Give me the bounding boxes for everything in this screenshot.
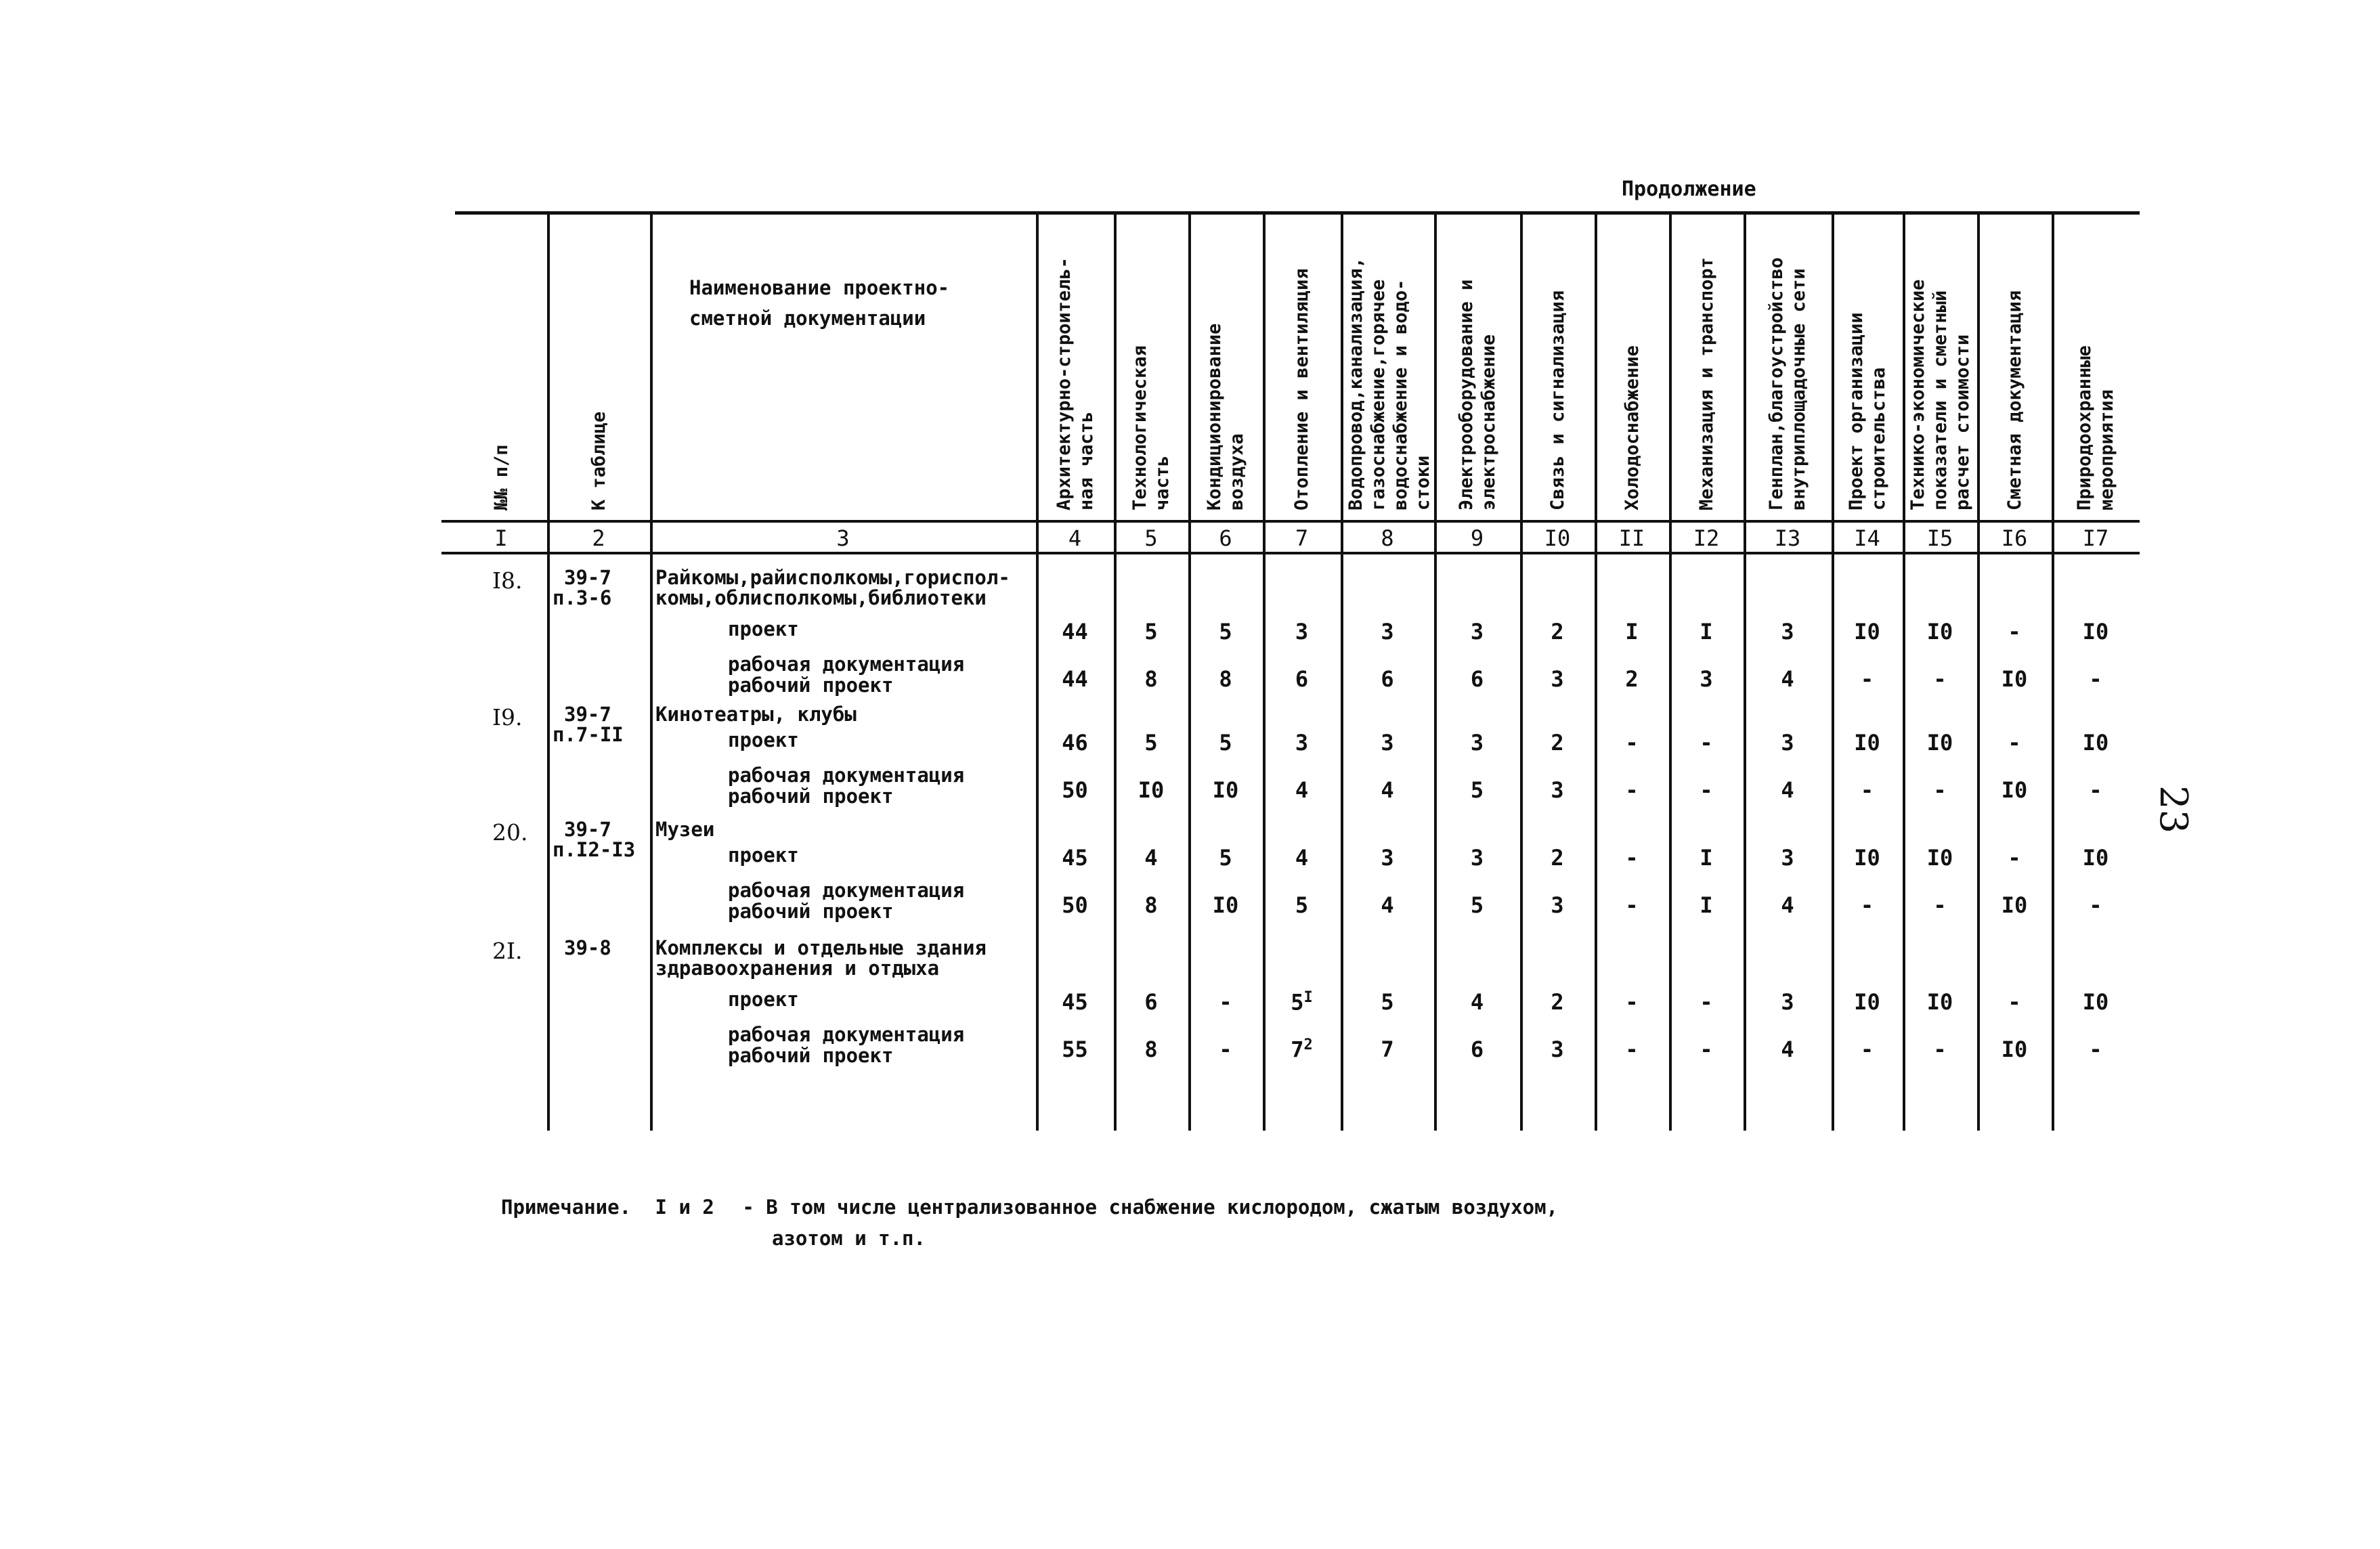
- table-cell: $7^2$: [1291, 1037, 1313, 1063]
- table-cell: 4: [1781, 1037, 1794, 1062]
- header-mechanization-line1: Механизация и транспорт: [1695, 257, 1717, 510]
- group-title-line2: комы,облисполкомы,библиотеки: [655, 586, 987, 609]
- table-cell: I0: [1926, 619, 1953, 645]
- table-cell: -: [1933, 666, 1947, 692]
- column-number: I0: [1544, 525, 1571, 551]
- group-title: Райкомы,райисполкомы,гориспол-: [655, 566, 1010, 589]
- header-water-line1: Водопровод,канализация,: [1345, 257, 1366, 510]
- column-number: I: [494, 525, 508, 551]
- column-number: I3: [1774, 525, 1801, 551]
- header-environment-line2: мероприятия: [2096, 389, 2117, 510]
- group-title: Музеи: [655, 818, 715, 841]
- table-cell: I0: [2082, 619, 2109, 645]
- header-name-line1: Наименование проектно-: [689, 276, 950, 299]
- table-cell: 4: [1470, 989, 1484, 1015]
- table-cell: -: [2089, 666, 2102, 692]
- table-cell: 4: [1381, 777, 1394, 803]
- table-cell: -: [2008, 845, 2021, 871]
- table-cell: 55: [1062, 1037, 1088, 1062]
- table-cell: -: [1933, 777, 1947, 803]
- table-cell: -: [1933, 892, 1947, 918]
- table-cell: I: [1625, 619, 1639, 645]
- doc-stage-label: рабочая документация: [728, 764, 965, 787]
- table-cell: 5: [1144, 730, 1158, 756]
- table-cell: 3: [1470, 619, 1484, 645]
- column-number: I7: [2082, 525, 2109, 551]
- table-ref-item: п.3-6: [553, 586, 612, 609]
- table-cell: 5: [1144, 619, 1158, 645]
- group-title-line2: здравоохранения и отдыха: [655, 957, 940, 980]
- table-cell: I0: [1854, 845, 1880, 871]
- table-cell: 2: [1551, 845, 1564, 871]
- table-cell: I0: [1926, 845, 1953, 871]
- header-water-line4: стоки: [1412, 455, 1433, 510]
- table-cell: 6: [1144, 989, 1158, 1015]
- header-genplan-line1: Генплан,благоустройство: [1766, 257, 1787, 510]
- table-ref-item: п.7-II: [553, 723, 624, 746]
- doc-stage-label: проект: [728, 617, 799, 640]
- table-cell: 5: [1219, 845, 1232, 871]
- table-cell: 5: [1470, 892, 1484, 918]
- table-cell: -: [1700, 1037, 1713, 1062]
- doc-stage-label: рабочая документация: [728, 1023, 965, 1046]
- table-cell: 4: [1381, 892, 1394, 918]
- header-economics-line3: расчет стоимости: [1952, 334, 1973, 510]
- footnote: [501, 1192, 1558, 1254]
- table-cell: I0: [1138, 777, 1165, 803]
- table-cell: 5: [1219, 619, 1232, 645]
- header-economics-line1: Технико-экономические: [1907, 279, 1928, 510]
- table-cell: -: [1625, 1037, 1639, 1062]
- footnote-mark: 2: [1303, 1037, 1313, 1053]
- table-ref-item: п.I2-I3: [553, 838, 636, 861]
- table-cell: 2: [1551, 989, 1564, 1015]
- header-tech-line2: часть: [1152, 455, 1173, 510]
- table-cell: 8: [1144, 892, 1158, 918]
- table-cell: 3: [1551, 1037, 1564, 1062]
- table-cell: 5: [1219, 730, 1232, 756]
- table-cell: -: [1219, 989, 1232, 1015]
- header-arch-line1: Архитектурно-строитель-: [1053, 257, 1075, 510]
- doc-stage-label: проект: [728, 728, 799, 751]
- row-number: I8.: [492, 567, 523, 594]
- column-number: I5: [1926, 525, 1953, 551]
- table-cell: 2: [1551, 730, 1564, 756]
- group-title: Кинотеатры, клубы: [655, 703, 857, 726]
- table-cell: I0: [2082, 730, 2109, 756]
- column-number: I6: [2001, 525, 2028, 551]
- header-water-line2: газоснабжение,горячее: [1368, 279, 1389, 510]
- column-number: II: [1618, 525, 1645, 551]
- row-number: I9.: [492, 704, 523, 730]
- table-cell: 3: [1551, 666, 1564, 692]
- header-electric-line2: электроснабжение: [1477, 334, 1499, 510]
- row-number: 20.: [492, 819, 528, 846]
- header-num-line1: №№ п/п: [490, 444, 512, 510]
- table-cell: 6: [1470, 666, 1484, 692]
- table-cell: -: [1625, 892, 1639, 918]
- table-cell: 45: [1062, 845, 1088, 871]
- header-aircon-line1: Кондиционирование: [1204, 323, 1225, 510]
- table-cell: 4: [1295, 777, 1309, 803]
- table-cell: 4: [1781, 666, 1794, 692]
- table-cell: 2: [1625, 666, 1639, 692]
- table-cell: 46: [1062, 730, 1088, 756]
- column-number: 6: [1219, 525, 1232, 551]
- header-environment-line1: Природоохранные: [2074, 345, 2095, 510]
- header-construction-org-line1: Проект организации: [1845, 312, 1867, 510]
- table-cell: 3: [1781, 730, 1794, 756]
- header-electric-line1: Электрооборудование и: [1455, 279, 1477, 510]
- header-ref-line1: К таблице: [588, 411, 609, 510]
- table-cell: 3: [1700, 666, 1713, 692]
- table-cell: I: [1700, 619, 1713, 645]
- table-cell: 5: [1295, 892, 1309, 918]
- footnote-label: Примечание.: [501, 1196, 632, 1219]
- table-cell: 3: [1381, 730, 1394, 756]
- table-cell: -: [1625, 730, 1639, 756]
- table-cell: -: [1700, 730, 1713, 756]
- table-cell: -: [1700, 777, 1713, 803]
- table-cell: 3: [1781, 619, 1794, 645]
- table-cell: I0: [1854, 989, 1880, 1015]
- table-cell: -: [1700, 989, 1713, 1015]
- table-cell: I0: [1926, 730, 1953, 756]
- table-cell: -: [1625, 777, 1639, 803]
- table-cell: 5: [1470, 777, 1484, 803]
- table-cell: I: [1700, 845, 1713, 871]
- table-cell: 3: [1781, 845, 1794, 871]
- table-cell: -: [1860, 777, 1874, 803]
- table-cell: I0: [1854, 619, 1880, 645]
- table-cell: 50: [1062, 892, 1088, 918]
- table-ref: 39-7: [564, 818, 611, 841]
- table-cell: 44: [1062, 619, 1088, 645]
- table-cell: 6: [1381, 666, 1394, 692]
- header-genplan-line2: внутриплощадочные сети: [1788, 268, 1809, 510]
- table-top-rule: [455, 211, 2140, 215]
- doc-stage-label-line2: рабочий проект: [728, 900, 894, 923]
- doc-stage-label: рабочая документация: [728, 879, 965, 902]
- table-cell: 44: [1062, 666, 1088, 692]
- table-cell: 3: [1381, 845, 1394, 871]
- header-heating-line1: Отопление и вентиляция: [1291, 268, 1312, 510]
- table-cell: -: [2008, 619, 2021, 645]
- column-divider: [650, 211, 653, 1131]
- table-cell: 8: [1219, 666, 1232, 692]
- column-divider: [547, 211, 550, 1131]
- table-cell: -: [1933, 1037, 1947, 1062]
- table-cell: 8: [1144, 666, 1158, 692]
- table-cell: I0: [1212, 892, 1239, 918]
- column-number: 4: [1068, 525, 1082, 551]
- column-number: 3: [836, 525, 850, 551]
- table-cell: I: [1700, 892, 1713, 918]
- table-cell: -: [1219, 1037, 1232, 1062]
- table-cell: -: [2008, 730, 2021, 756]
- table-cell: 3: [1295, 619, 1309, 645]
- table-cell: 6: [1470, 1037, 1484, 1062]
- table-cell: I0: [1854, 730, 1880, 756]
- column-number: 7: [1295, 525, 1309, 551]
- header-name-line2: сметной документации: [689, 307, 926, 330]
- header-bottom-rule: [441, 520, 2140, 523]
- row-number: 2I.: [492, 938, 523, 964]
- header-estimate-line1: Сметная документация: [2004, 290, 2025, 510]
- table-cell: -: [1860, 1037, 1874, 1062]
- table-cell: 4: [1781, 777, 1794, 803]
- page-number: 23: [2151, 785, 2195, 834]
- header-arch-line2: ная часть: [1075, 411, 1097, 510]
- column-number: 5: [1144, 525, 1158, 551]
- table-cell: I0: [2001, 892, 2028, 918]
- footnote-line2: азотом и т.п.: [772, 1227, 926, 1250]
- table-cell: I0: [2001, 777, 2028, 803]
- table-cell: -: [1625, 845, 1639, 871]
- footnote-line1: - В том числе централизованное снабжение кислородом, сжатым воздухом,: [742, 1196, 1559, 1219]
- doc-stage-label-line2: рабочий проект: [728, 1044, 894, 1067]
- header-tech-line1: Технологическая: [1129, 345, 1150, 510]
- table-cell: 3: [1295, 730, 1309, 756]
- doc-stage-label-line2: рабочий проект: [728, 785, 894, 808]
- column-number: I2: [1693, 525, 1720, 551]
- table-cell: 50: [1062, 777, 1088, 803]
- table-cell: 8: [1144, 1037, 1158, 1062]
- doc-stage-label: рабочая документация: [728, 653, 965, 676]
- table-ref: 39-8: [564, 936, 611, 959]
- header-economics-line2: показатели и сметный: [1930, 290, 1951, 510]
- table-cell: I0: [2082, 989, 2109, 1015]
- header-construction-org-line2: строительства: [1867, 367, 1889, 510]
- table-cell: 45: [1062, 989, 1088, 1015]
- column-number-rule: [441, 552, 2140, 554]
- table-cell: I0: [1212, 777, 1239, 803]
- table-cell: I0: [2082, 845, 2109, 871]
- table-cell: -: [2008, 989, 2021, 1015]
- table-cell: 3: [1781, 989, 1794, 1015]
- table-cell: $5^I$: [1291, 989, 1313, 1016]
- header-cooling-line1: Холодоснабжение: [1621, 345, 1643, 510]
- continuation-label: Продолжение: [1622, 177, 1756, 201]
- table-cell: 3: [1470, 845, 1484, 871]
- table-cell: 4: [1144, 845, 1158, 871]
- table-cell: -: [2089, 777, 2102, 803]
- column-number: 8: [1381, 525, 1394, 551]
- table-cell: 3: [1551, 892, 1564, 918]
- table-cell: -: [2089, 1037, 2102, 1062]
- header-aircon-line2: воздуха: [1226, 433, 1247, 510]
- table-cell: 4: [1781, 892, 1794, 918]
- doc-stage-label: проект: [728, 844, 799, 867]
- table-cell: 3: [1470, 730, 1484, 756]
- column-number: 2: [592, 525, 605, 551]
- table-cell: 4: [1295, 845, 1309, 871]
- table-cell: 5: [1381, 989, 1394, 1015]
- header-water-line3: водоснабжение и водо-: [1390, 279, 1411, 510]
- table-cell: 7: [1381, 1037, 1394, 1062]
- footnote-marks: I и 2: [655, 1196, 714, 1219]
- doc-stage-label-line2: рабочий проект: [728, 674, 894, 697]
- doc-stage-label: проект: [728, 988, 799, 1011]
- table-cell: -: [1860, 892, 1874, 918]
- table-cell: -: [1860, 666, 1874, 692]
- table-ref: 39-7: [564, 703, 611, 726]
- table-cell: 6: [1295, 666, 1309, 692]
- table-cell: -: [1625, 989, 1639, 1015]
- column-number: I4: [1854, 525, 1880, 551]
- column-number: 9: [1470, 525, 1484, 551]
- table-cell: I0: [2001, 666, 2028, 692]
- group-title: Комплексы и отдельные здания: [655, 936, 987, 959]
- table-ref: 39-7: [564, 566, 611, 589]
- table-cell: -: [2089, 892, 2102, 918]
- table-cell: I0: [2001, 1037, 2028, 1062]
- table-cell: 3: [1551, 777, 1564, 803]
- footnote-mark: I: [1303, 989, 1313, 1006]
- table-cell: I0: [1926, 989, 1953, 1015]
- table-cell: 2: [1551, 619, 1564, 645]
- table-cell: 3: [1381, 619, 1394, 645]
- header-comms-line1: Связь и сигнализация: [1546, 290, 1568, 510]
